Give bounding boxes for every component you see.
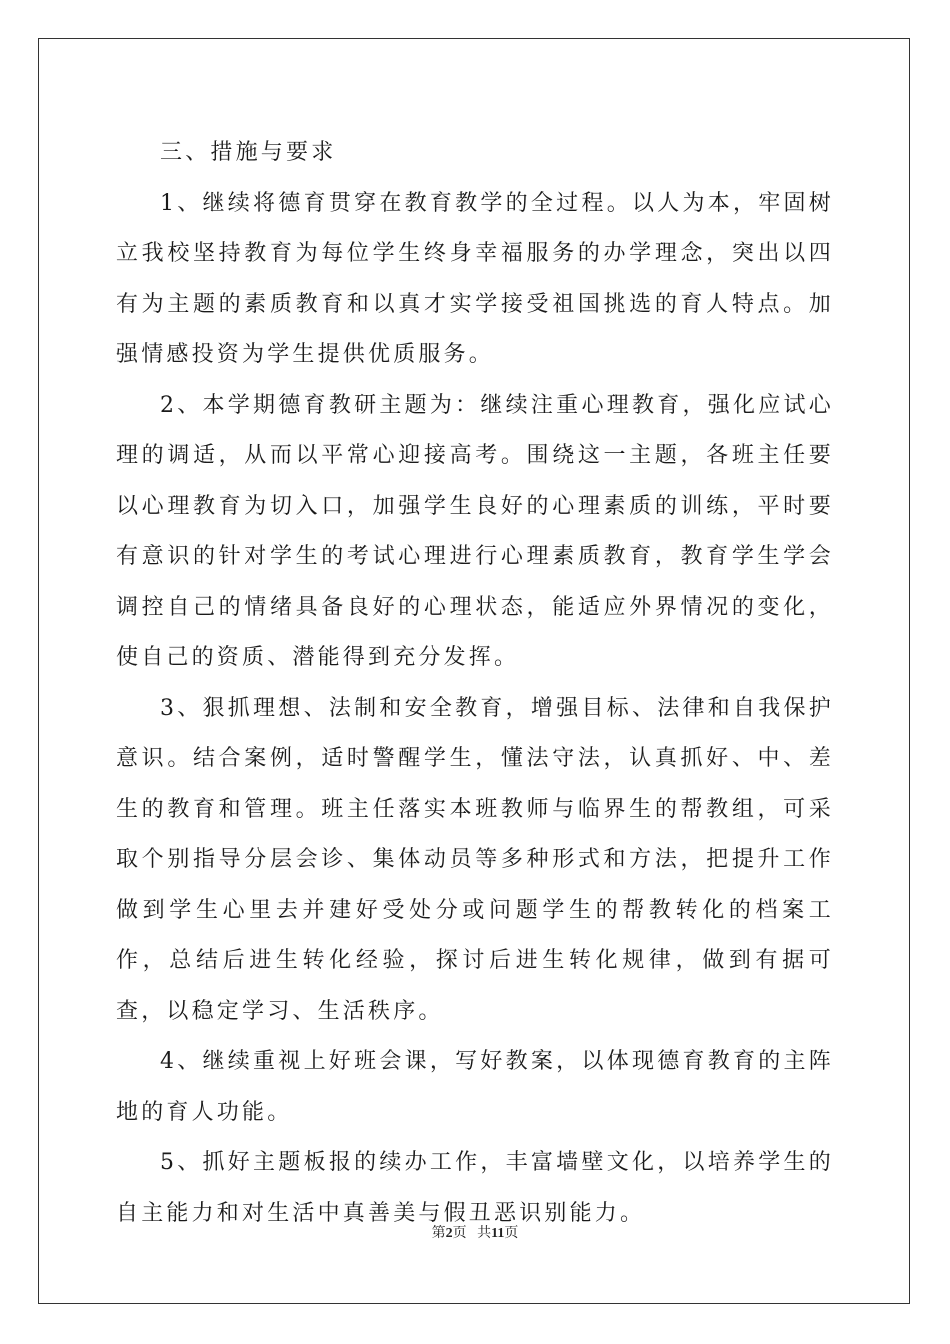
- total-suffix: 页: [504, 1226, 519, 1241]
- current-page-number: 2: [445, 1226, 453, 1241]
- total-page-number: 11: [491, 1226, 505, 1241]
- paragraph-3: 3、狠抓理想、法制和安全教育，增强目标、法律和自我保护意识。结合案例，适时警醒学生，懂法守法，认真抓好、中、差生的教育和管理。班主任落实本班教师与临界生的帮教组，可采取个别指导分层会诊、集体动员等多种形式和方法，把提升工作做到学生心里去并建好受处分或问题学生的帮教转化的档案工作，总结后进生转化经验，探讨后进生转化规律，做到有据可查，以稳定学习、生活秩序。: [116, 695, 834, 1024]
- page-footer: [0, 1222, 950, 1242]
- paragraph-2: 2、本学期德育教研主题为：继续注重心理教育，强化应试心理的调适，从而以平常心迎接高考。围绕这一主题，各班主任要以心理教育为切入口，加强学生良好的心理素质的训练，平时要有意识的针对学生的考试心理进行心理素质教育，教育学生学会调控自己的情绪具备良好的心理状态，能适应外界情况的变化，使自己的资质、潜能得到充分发挥。: [116, 392, 834, 670]
- page-prefix: 第: [431, 1226, 446, 1241]
- paragraph-1: 1、继续将德育贯穿在教育教学的全过程。以人为本，牢固树立我校坚持教育为每位学生终身幸福服务的办学理念，突出以四有为主题的素质教育和以真才实学接受祖国挑选的育人特点。加强情感投资为学生提供优质服务。: [116, 190, 834, 367]
- page-suffix: 页 共: [452, 1226, 492, 1241]
- section-heading: 三、措施与要求: [160, 140, 337, 165]
- document-body: [116, 128, 834, 1239]
- paragraph-5: 5、抓好主题板报的续办工作，丰富墙壁文化，以培养学生的自主能力和对生活中真善美与假丑恶识别能力。: [116, 1150, 834, 1226]
- paragraph-4: 4、继续重视上好班会课，写好教案，以体现德育教育的主阵地的育人功能。: [116, 1049, 834, 1125]
